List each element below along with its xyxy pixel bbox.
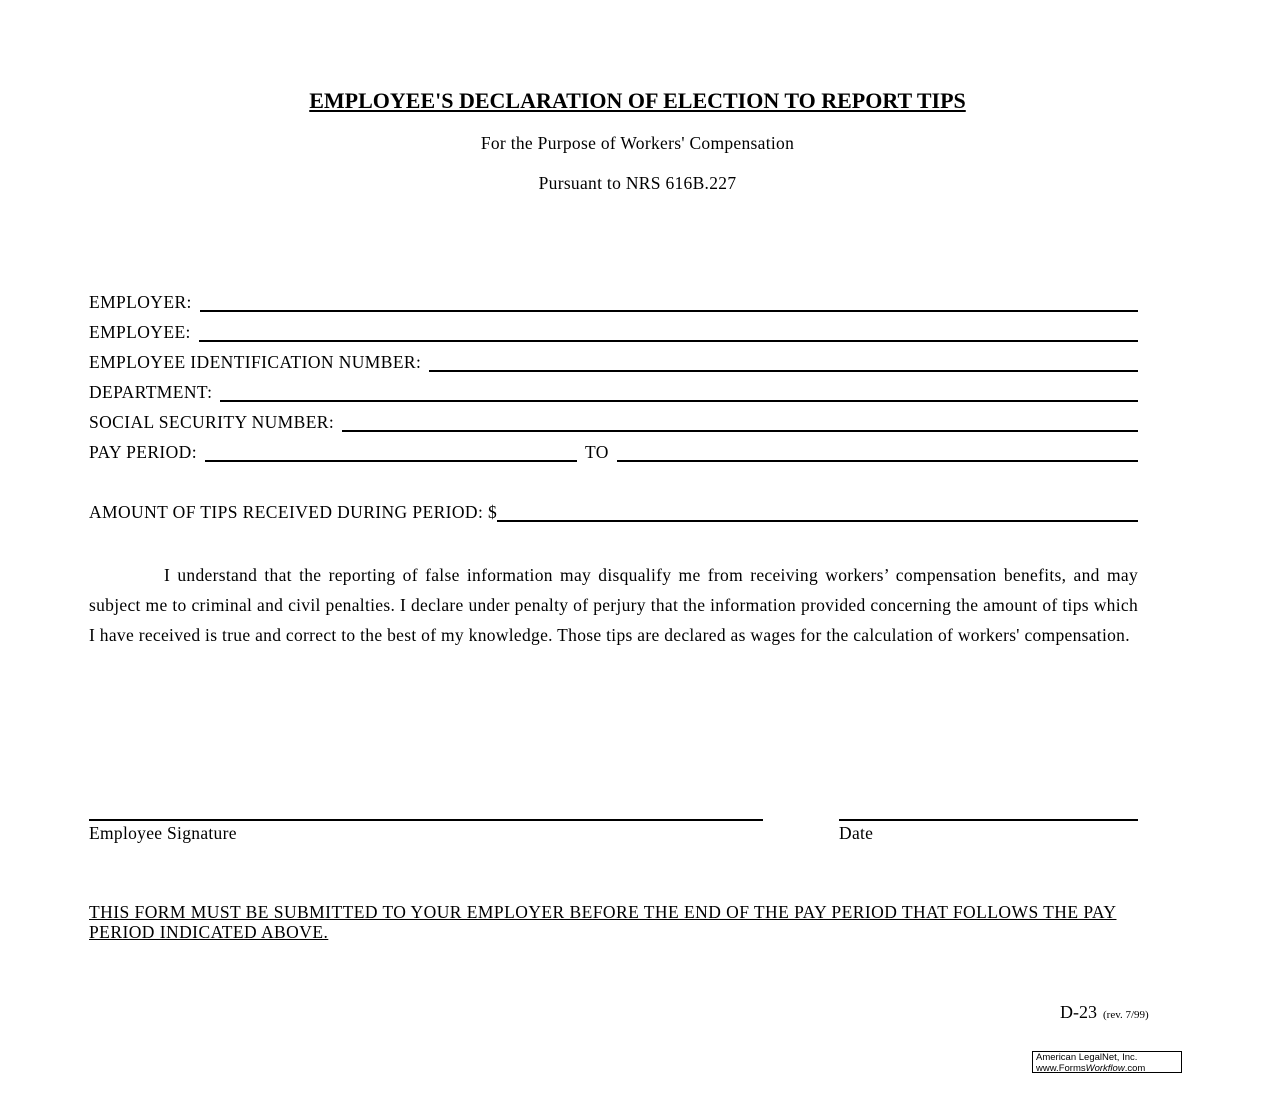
ssn-field	[89, 408, 1138, 432]
pay-period-start-line[interactable]	[205, 440, 577, 462]
url-prefix: www.Forms	[1036, 1062, 1086, 1074]
signature-label: Employee Signature	[89, 823, 237, 843]
date-label: Date	[839, 823, 874, 843]
form-number-text: D-23	[1060, 1002, 1097, 1022]
employee-field	[89, 318, 1138, 342]
declaration-text: I understand that the reporting of false information may disqualify me from receiving workers’ compensation benefits, and may subject me to criminal and civil penalties. I declare under penalty of perjury that the information provided concerning the amount of tips which I have received is true and correct to the best of my knowledge. Those tips are declared as wages for the calculation of workers' compensation.	[89, 565, 1138, 645]
publisher-badge	[1032, 1051, 1182, 1073]
department-label: DEPARTMENT:	[89, 382, 213, 402]
tips-amount-label: AMOUNT OF TIPS RECEIVED DURING PERIOD: $	[89, 502, 498, 522]
employer-label: EMPLOYER:	[89, 292, 192, 312]
department-input-line[interactable]	[220, 380, 1138, 402]
statute-reference: Pursuant to NRS 616B.227	[538, 173, 737, 193]
employee-id-label: EMPLOYEE IDENTIFICATION NUMBER:	[89, 352, 422, 372]
pay-period-field	[89, 438, 1138, 462]
employer-field	[89, 288, 1138, 312]
pay-period-label: PAY PERIOD:	[89, 442, 197, 462]
employee-label: EMPLOYEE:	[89, 322, 191, 342]
ssn-label: SOCIAL SECURITY NUMBER:	[89, 412, 335, 432]
employer-input-line[interactable]	[200, 290, 1138, 312]
tips-amount-input-line[interactable]	[497, 500, 1138, 522]
employee-id-field	[89, 348, 1138, 372]
publisher-url	[1036, 1064, 1178, 1075]
publisher-name: American LegalNet, Inc.	[1036, 1052, 1138, 1063]
signature-line[interactable]	[89, 819, 763, 821]
tips-amount-field	[89, 498, 1138, 522]
date-line[interactable]	[839, 819, 1138, 821]
employee-input-line[interactable]	[199, 320, 1138, 342]
employee-id-input-line[interactable]	[429, 350, 1138, 372]
ssn-input-line[interactable]	[342, 410, 1138, 432]
pay-period-end-line[interactable]	[617, 440, 1138, 462]
url-italic: Workflow	[1085, 1062, 1125, 1074]
revision-date: (rev. 7/99)	[1103, 1009, 1149, 1021]
submission-notice: THIS FORM MUST BE SUBMITTED TO YOUR EMPLOYER BEFORE THE END OF THE PAY PERIOD THAT FOLLOWS THE PAY PERIOD INDICATED ABOVE.	[89, 902, 1117, 942]
pay-period-to-label: TO	[584, 442, 609, 462]
url-suffix: .com	[1124, 1062, 1146, 1074]
form-subtitle: For the Purpose of Workers' Compensation	[480, 133, 795, 153]
form-title: EMPLOYEE'S DECLARATION OF ELECTION TO REPORT TIPS	[309, 88, 966, 113]
form-number	[1060, 1002, 1149, 1023]
department-field	[89, 378, 1138, 402]
